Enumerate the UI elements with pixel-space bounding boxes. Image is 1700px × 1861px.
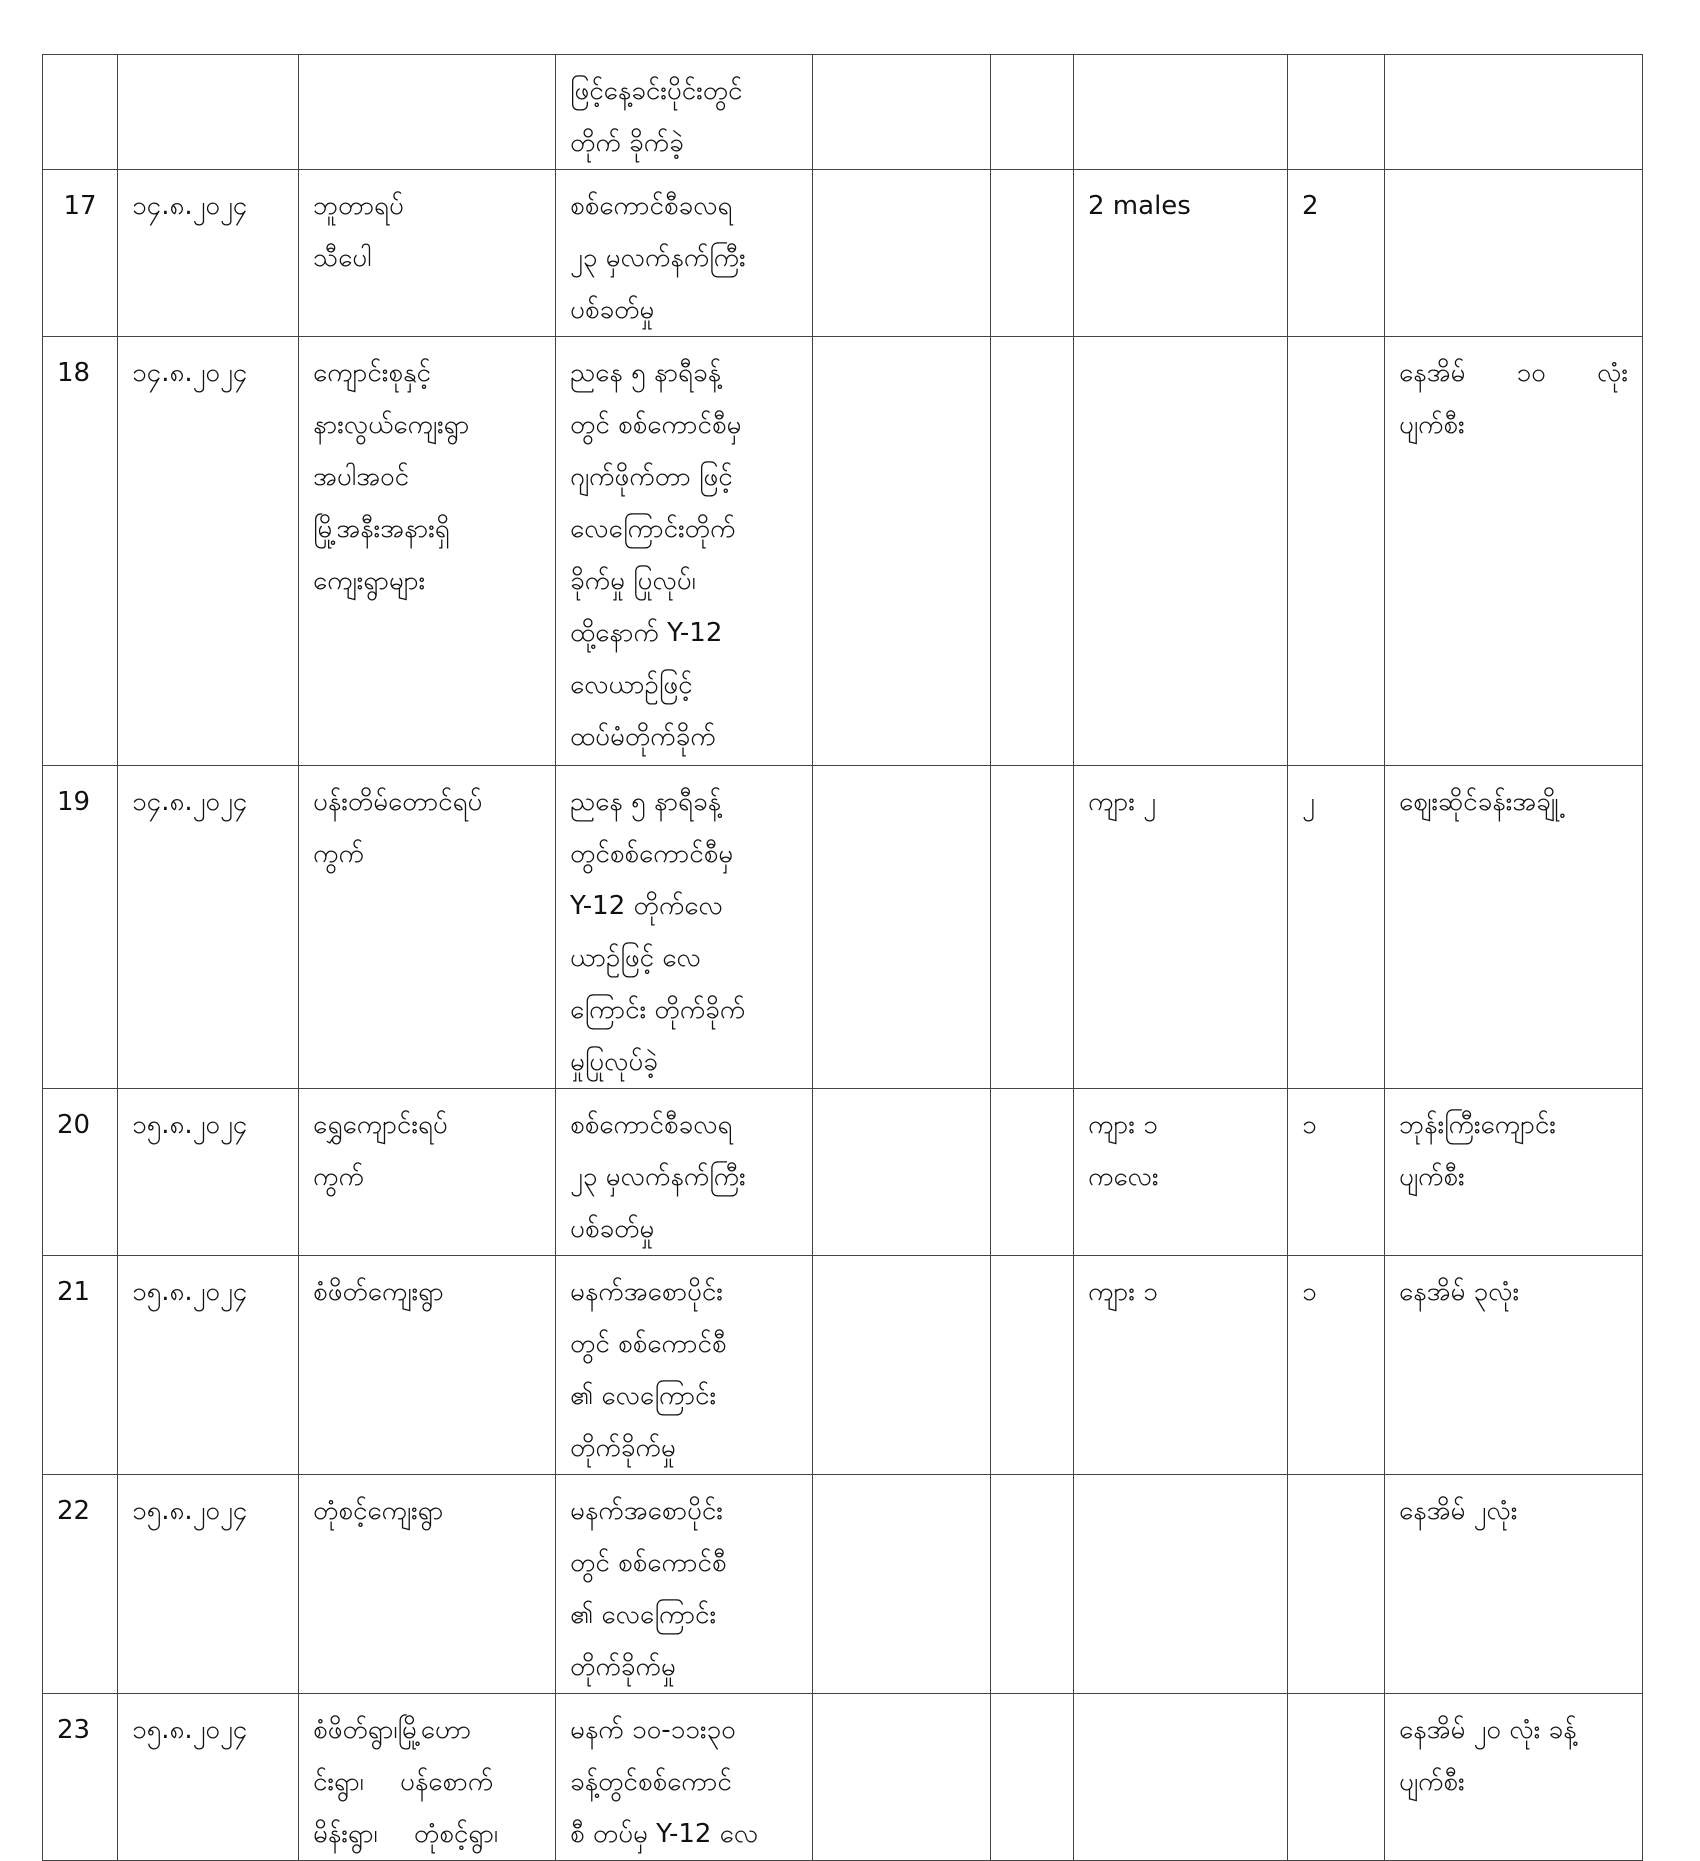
location-line: ကျောင်းစုနှင့် [313,358,431,388]
date-cell [118,1694,299,1861]
table-row [43,1256,1643,1475]
description-line: ခိုက်မှု ပြုလုပ်၊ [570,566,696,596]
description-line: ၂၃ မှလက်နက်ကြီး [570,1162,746,1192]
description-line: တွင် စစ်ကောင်စီ [570,1548,727,1578]
location-cell [299,1475,556,1694]
empty-cell [991,766,1074,1089]
table-row [43,170,1643,337]
date-cell [118,766,299,1089]
empty-cell [991,337,1074,766]
description-line: စစ်ကောင်စီခလရ [570,1110,733,1140]
casualty-count: ၁ [1302,1277,1317,1307]
damage-cell [1385,170,1643,337]
row-number: 20 [57,1110,91,1140]
casualty-count: 2 [1302,191,1319,221]
damage-line [1399,776,1628,828]
location-line: စံဖိတ်ရွာ၊မြို့ဟော [313,1715,472,1745]
damage-cell [1385,55,1643,170]
damage-line [1399,399,1628,451]
damage-line [1399,347,1628,399]
description-line: စစ်ကောင်စီခလရ [570,191,733,221]
location-cell [299,1089,556,1256]
casualty-count: ၁ [1302,1110,1317,1140]
location-line: ကွက် [313,839,364,869]
row-number-cell [43,170,118,337]
casualties-cell [1074,1256,1288,1475]
damage-line [1399,1485,1628,1537]
description-line: တိုက် ခိုက်ခဲ့ [570,128,684,158]
location-line: ပန်းတိမ်တောင်ရပ် [313,787,483,817]
count-cell [1288,1475,1385,1694]
row-number-cell [43,1475,118,1694]
damage-text: ဘုန်းကြီးကျောင်း [1399,1110,1556,1140]
location-cell [299,766,556,1089]
casualty-line: ကလေး [1088,1162,1159,1192]
damage-text: ဈေးဆိုင်ခန်းအချို့ [1399,787,1559,817]
empty-cell [813,55,991,170]
row-number: 18 [57,358,91,388]
location-line: နားလွယ်ကျေးရွာ [313,410,470,440]
damage-line [1399,1266,1628,1318]
casualties-cell [1074,766,1288,1089]
description-line: ဂျက်ဖိုက်တာ ဖြင့် [570,462,733,492]
description-line: Y-12 တိုက်လေ [570,891,723,921]
empty-cell [813,766,991,1089]
incident-date: ၁၅.၈.၂၀၂၄ [132,1496,248,1526]
damage-line [1399,1704,1628,1756]
location-line: ကွက် [313,1162,364,1192]
location-cell [299,337,556,766]
damage-text: ပျက်စီး [1399,1767,1465,1797]
table-row [43,1089,1643,1256]
damage-cell [1385,1475,1643,1694]
incident-date: ၁၄.၈.၂၀၂၄ [132,191,248,221]
row-number: 23 [57,1715,91,1745]
table-row [43,1475,1643,1694]
damage-cell [1385,1089,1643,1256]
incident-table [42,54,1643,1861]
description-cell [556,55,813,170]
table-row [43,766,1643,1089]
casualty-line: 2 males [1088,191,1191,221]
location-line: သီပေါ [313,243,372,273]
casualties-cell [1074,1694,1288,1861]
description-line: လေယာဉ်ဖြင့် [570,670,693,700]
description-cell [556,1475,813,1694]
date-cell [118,55,299,170]
description-cell [556,766,813,1089]
casualties-cell [1074,170,1288,337]
count-cell [1288,170,1385,337]
damage-text: ပျက်စီး [1399,410,1465,440]
empty-cell [813,1694,991,1861]
description-line: တွင်စစ်ကောင်စီမှ [570,839,734,869]
location-line: င်းရွာ၊ ပန်စောက် [313,1767,494,1797]
description-cell [556,337,813,766]
row-number-cell [43,1256,118,1475]
location-line: မြို့အနီးအနားရှိ [313,514,450,544]
incident-date: ၁၄.၈.၂၀၂၄ [132,358,248,388]
damage-line [1399,1099,1628,1151]
location-cell [299,1256,556,1475]
empty-cell [813,1089,991,1256]
damage-text: နေအိမ် ၃လုံး [1399,1277,1520,1307]
empty-cell [813,337,991,766]
location-cell [299,55,556,170]
description-line: မနက် ၁၀-၁၁း၃၀ [570,1715,736,1745]
count-cell [1288,1089,1385,1256]
count-cell [1288,55,1385,170]
description-line: ဖြင့်နေ့ခင်းပိုင်းတွင် [570,76,743,106]
casualties-cell [1074,1475,1288,1694]
date-cell [118,1475,299,1694]
location-line: ဘူတာရပ် [313,191,404,221]
table-row [43,1694,1643,1861]
damage-cell [1385,337,1643,766]
table-row [43,337,1643,766]
date-cell [118,1089,299,1256]
row-number: 21 [57,1277,91,1307]
description-cell [556,1256,813,1475]
empty-cell [991,170,1074,337]
empty-cell [991,1256,1074,1475]
casualties-cell [1074,1089,1288,1256]
damage-cell [1385,766,1643,1089]
location-cell [299,1694,556,1861]
location-line: အပါအဝင် [313,462,410,492]
count-cell [1288,1256,1385,1475]
description-line: တိုက်ခိုက်မှု [570,1652,676,1682]
location-cell [299,170,556,337]
location-line: ကျေးရွာများ [313,566,426,596]
location-line: တုံစင့်ကျေးရွာ [313,1496,444,1526]
row-number-cell [43,766,118,1089]
description-line: ကြောင်း တိုက်ခိုက် [570,995,746,1025]
damage-text: ပျက်စီး [1399,1162,1465,1192]
description-line: ထို့နောက် Y-12 [570,618,723,648]
table-row [43,55,1643,170]
count-cell [1288,1694,1385,1861]
location-line: စံဖိတ်ကျေးရွာ [313,1277,444,1307]
description-line: ၏ လေကြောင်း [570,1381,717,1411]
description-line: မနက်အစောပိုင်း [570,1277,723,1307]
damage-text: နေအိမ် [1399,358,1466,388]
damage-text: နေအိမ် ၂၀ လုံး ခန့် [1399,1715,1577,1745]
row-number: 22 [57,1496,91,1526]
description-line: မနက်အစောပိုင်း [570,1496,723,1526]
empty-cell [991,1694,1074,1861]
damage-text: လုံး [1597,358,1628,388]
description-line: ညနေ ၅ နာရီခန့် [570,358,722,388]
description-line: ပစ်ခတ်မှု [570,295,655,325]
description-cell [556,170,813,337]
date-cell [118,170,299,337]
description-line: ညနေ ၅ နာရီခန့် [570,787,722,817]
incident-date: ၁၅.၈.၂၀၂၄ [132,1110,248,1140]
description-line: တွင် စစ်ကောင်စီမှ [570,410,742,440]
count-cell [1288,766,1385,1089]
empty-cell [991,1089,1074,1256]
damage-text: ၁၀ [1516,358,1546,388]
empty-cell [813,1475,991,1694]
row-number-cell [43,55,118,170]
description-line: စီ တပ်မှ Y-12 လေ [570,1819,759,1849]
description-line: ၏ လေကြောင်း [570,1600,717,1630]
date-cell [118,1256,299,1475]
damage-line [1399,1756,1628,1808]
empty-cell [991,55,1074,170]
casualties-cell [1074,55,1288,170]
casualty-line: ကျား ၂ [1088,787,1156,817]
description-line: ထပ်မံတိုက်ခိုက် [570,722,716,752]
row-number-cell [43,1089,118,1256]
description-cell [556,1694,813,1861]
casualty-count: ၂ [1302,787,1315,817]
description-line: တိုက်ခိုက်မှု [570,1433,676,1463]
description-line: လေကြောင်းတိုက် [570,514,736,544]
incident-date: ၁၄.၈.၂၀၂၄ [132,787,248,817]
description-line: ၂၃ မှလက်နက်ကြီး [570,243,746,273]
row-number-cell [43,337,118,766]
description-cell [556,1089,813,1256]
description-line: တွင် စစ်ကောင်စီ [570,1329,727,1359]
row-number: 17 [63,191,97,221]
damage-cell [1385,1256,1643,1475]
empty-cell [813,1256,991,1475]
casualty-line: ကျား ၁ [1088,1110,1158,1140]
count-cell [1288,337,1385,766]
empty-cell [813,170,991,337]
damage-line [1399,1151,1628,1203]
damage-text: နေအိမ် ၂လုံး [1399,1496,1518,1526]
incident-date: ၁၅.၈.၂၀၂၄ [132,1277,248,1307]
damage-cell [1385,1694,1643,1861]
description-line: ပစ်ခတ်မှု [570,1214,655,1244]
empty-cell [991,1475,1074,1694]
description-line: မှုပြုလုပ်ခဲ့ [570,1047,658,1077]
location-line: ရွှေကျောင်းရပ် [313,1110,448,1140]
incident-date: ၁၅.၈.၂၀၂၄ [132,1715,248,1745]
date-cell [118,337,299,766]
row-number: 19 [57,787,91,817]
description-line: ခန့်တွင်စစ်ကောင် [570,1767,732,1797]
description-line: ယာဉ်ဖြင့် လေ [570,943,701,973]
casualties-cell [1074,337,1288,766]
row-number-cell [43,1694,118,1861]
casualty-line: ကျား ၁ [1088,1277,1158,1307]
location-line: မိန်းရွာ၊ တုံစင့်ရွာ၊ [313,1819,499,1849]
